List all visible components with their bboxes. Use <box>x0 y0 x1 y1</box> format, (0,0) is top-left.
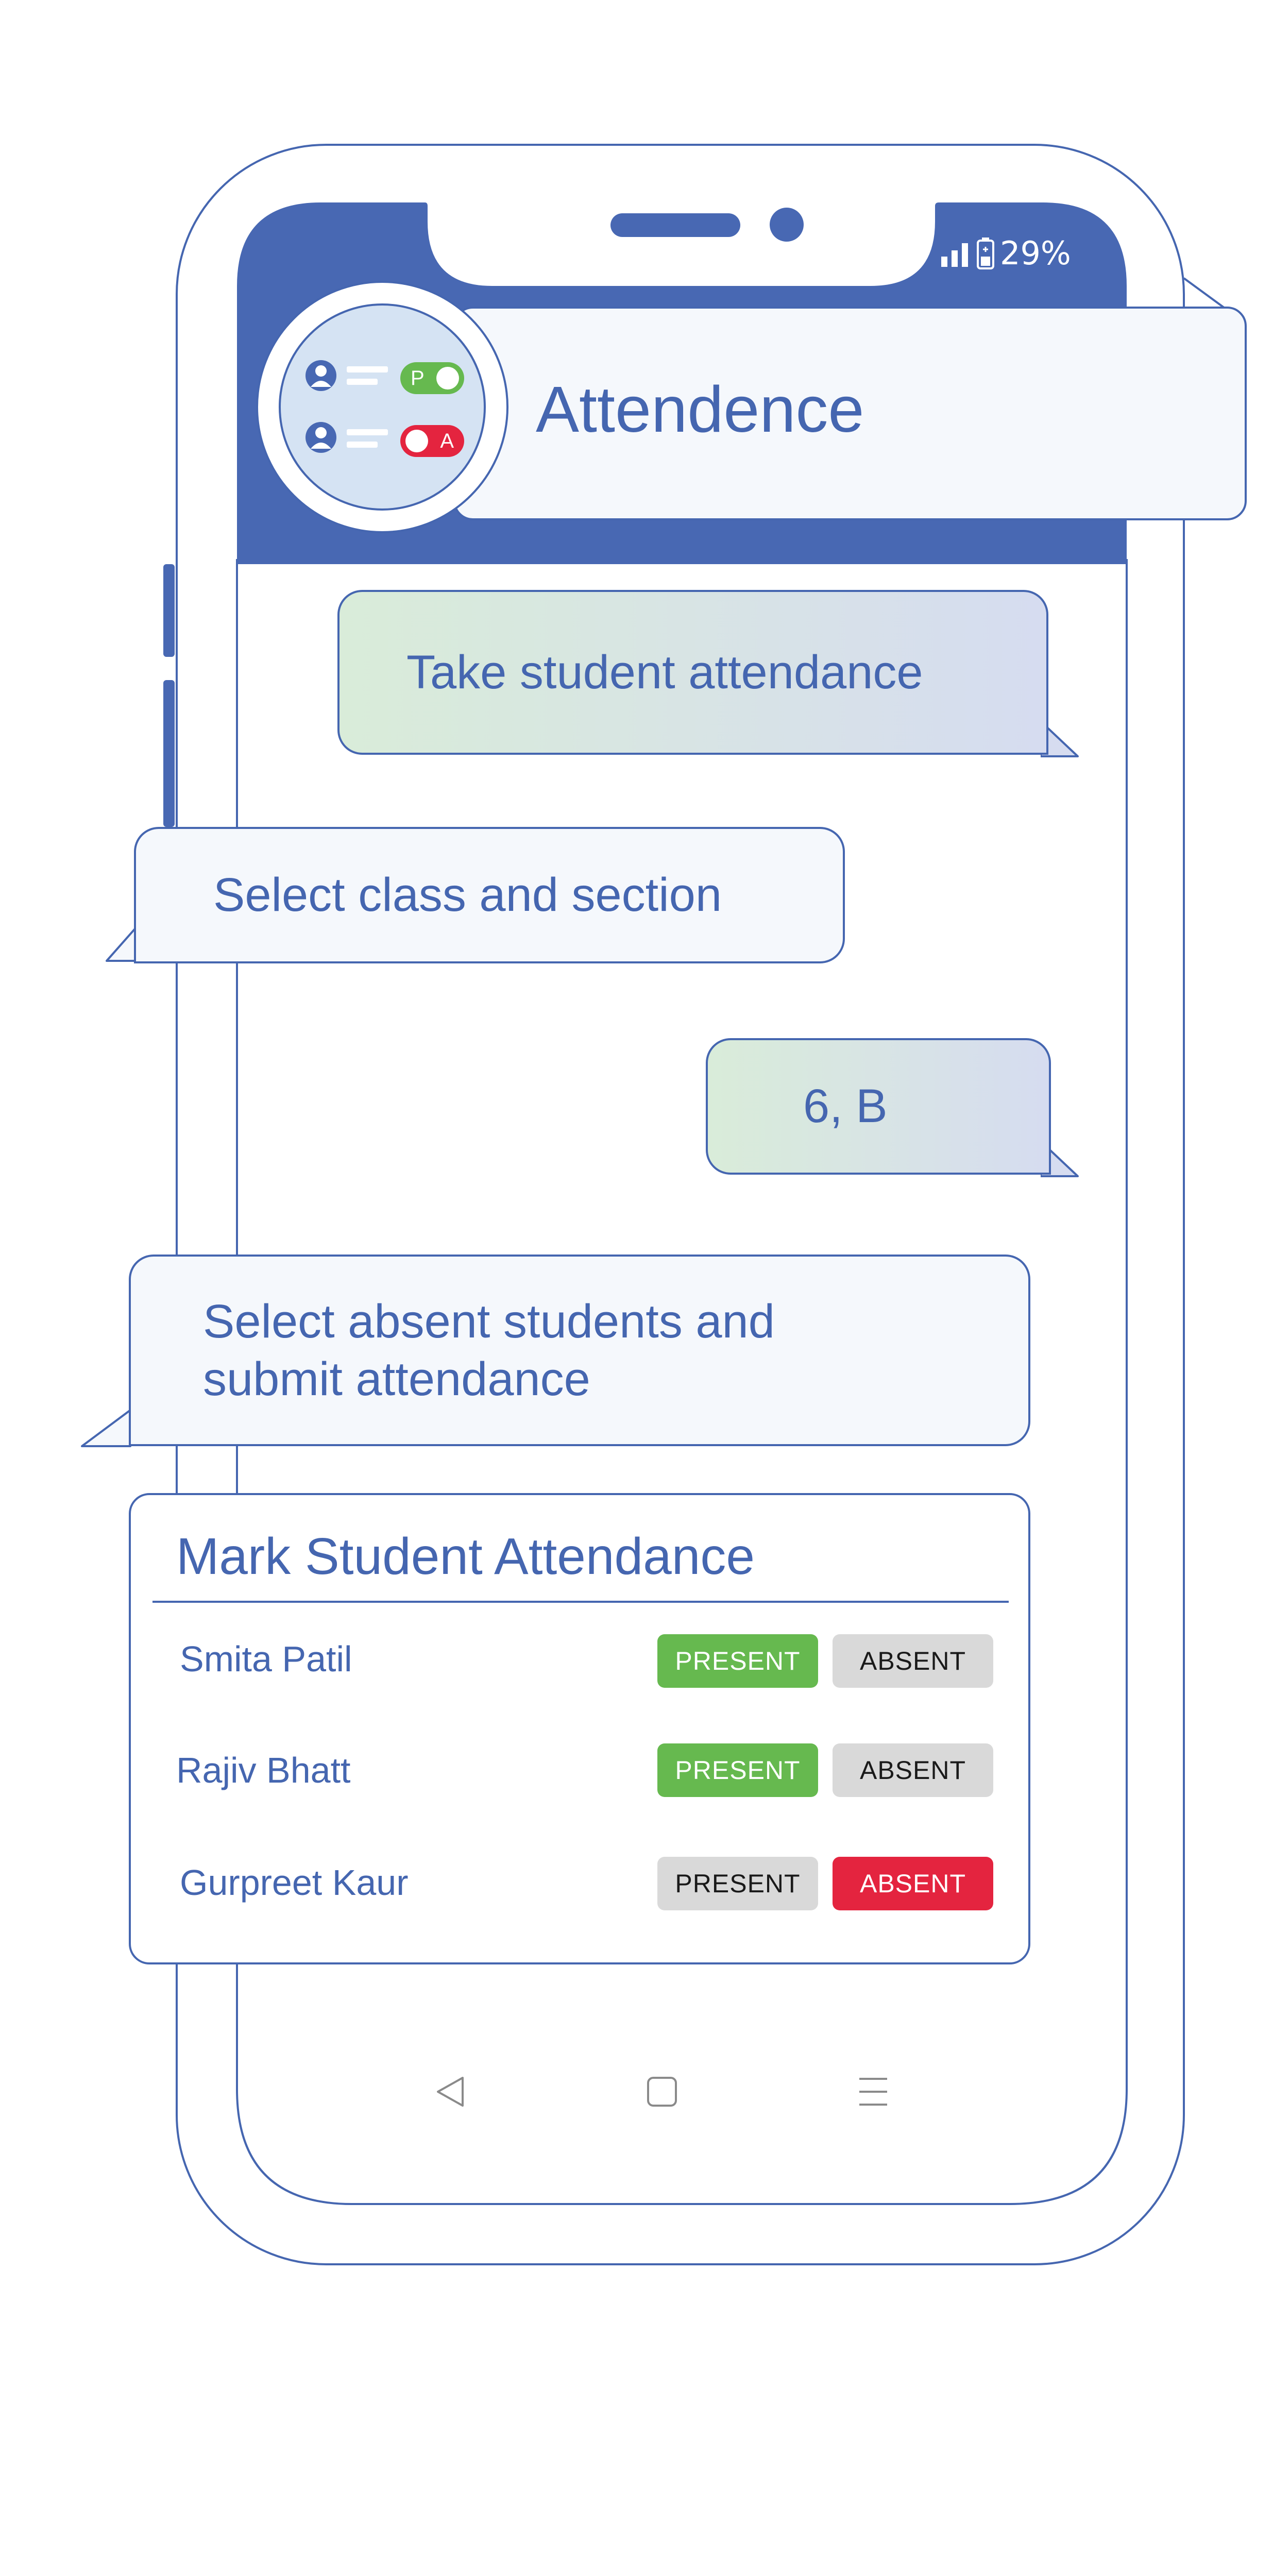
status-bar <box>940 234 1071 272</box>
line-icon <box>347 379 378 385</box>
present-button[interactable]: PRESENT <box>657 1857 818 1910</box>
bubble-tail <box>1041 721 1092 757</box>
student-icon <box>304 419 337 456</box>
signal-icon <box>940 239 971 268</box>
line-icon <box>347 429 388 435</box>
student-icon <box>304 357 337 394</box>
attendance-card <box>129 1493 1030 1964</box>
present-button[interactable]: PRESENT <box>657 1743 818 1797</box>
present-button[interactable]: PRESENT <box>657 1634 818 1688</box>
present-toggle-icon: P <box>400 362 464 394</box>
student-name: Smita Patil <box>180 1639 352 1679</box>
message-select-absent: Select absent students and submit attendance <box>129 1255 1030 1446</box>
card-title: Mark Student Attendance <box>176 1528 755 1585</box>
absent-button[interactable]: ABSENT <box>833 1857 993 1910</box>
message-take-attendance: Take student attendance <box>337 590 1048 755</box>
battery-icon <box>976 237 995 270</box>
page-title: Attendence <box>536 373 864 446</box>
app-logo-inner <box>279 303 486 511</box>
bubble-tail <box>80 1409 131 1447</box>
home-icon[interactable] <box>644 2074 680 2110</box>
battery-level: 29% <box>1000 234 1071 272</box>
back-icon[interactable] <box>433 2074 469 2110</box>
message-select-class: Select class and section <box>134 827 845 963</box>
line-icon <box>347 442 378 448</box>
student-name: Rajiv Bhatt <box>176 1750 351 1790</box>
card-divider <box>152 1601 1009 1603</box>
student-name: Gurpreet Kaur <box>180 1862 409 1903</box>
absent-toggle-icon: A <box>400 425 464 457</box>
message-class-section: 6, B <box>706 1038 1051 1175</box>
absent-button[interactable]: ABSENT <box>833 1743 993 1797</box>
app-logo <box>256 281 508 533</box>
menu-icon[interactable] <box>855 2074 891 2110</box>
absent-button[interactable]: ABSENT <box>833 1634 993 1688</box>
line-icon <box>347 366 388 372</box>
